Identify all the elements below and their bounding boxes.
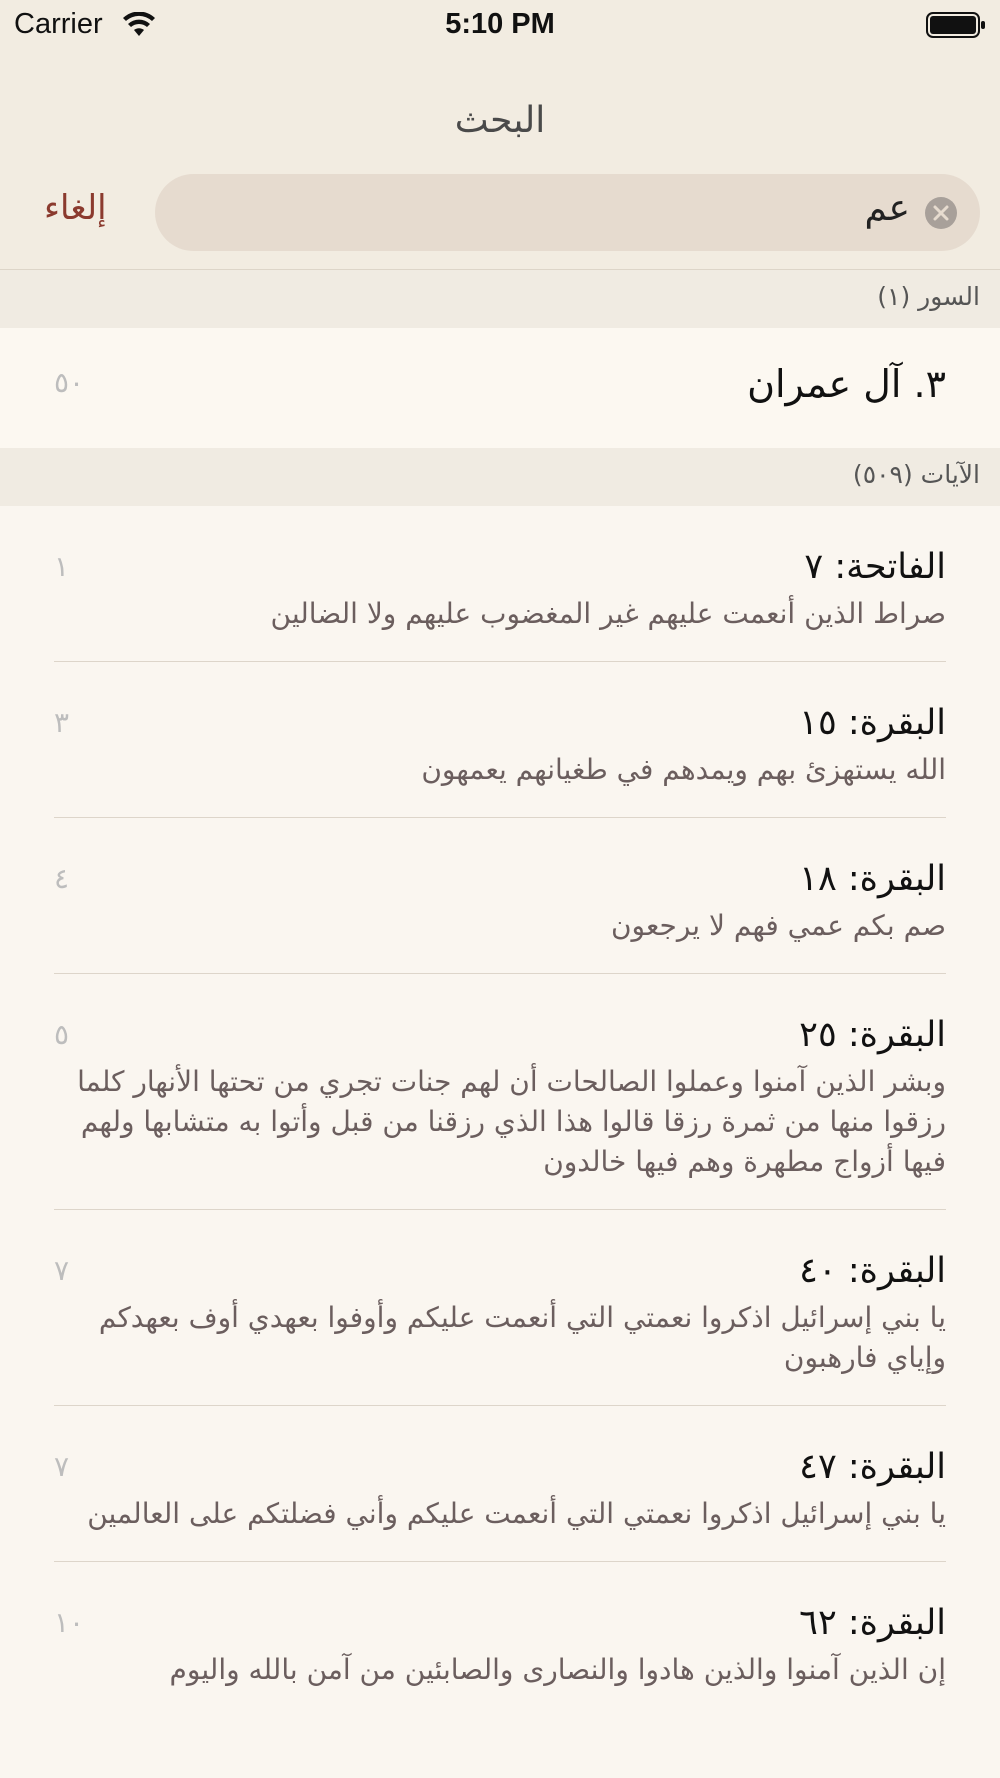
ayahs-section-header [0, 448, 1000, 506]
ayah-reference: البقرة: ٢٥ [799, 1015, 946, 1055]
page-title: البحث [454, 100, 546, 141]
ayah-page-number: ٧ [54, 1254, 70, 1287]
ayah-reference: البقرة: ٤٠ [799, 1251, 946, 1291]
ayah-text: إن الذين آمنوا والذين هادوا والنصارى والصابئين من آمن بالله واليوم [169, 1653, 946, 1686]
ayah-result-row[interactable] [0, 662, 1000, 818]
navigation-area [0, 0, 1000, 270]
ayah-text: صراط الذين أنعمت عليهم غير المغضوب عليهم ولا الضالين [270, 597, 946, 630]
ayah-reference: البقرة: ٦٢ [799, 1603, 946, 1643]
ayah-page-number: ٤ [54, 862, 70, 895]
search-bar [0, 174, 1000, 251]
ayah-page-number: ٣ [54, 706, 70, 739]
ayah-page-number: ٥ [54, 1018, 70, 1051]
carrier-label: Carrier [14, 8, 103, 40]
search-query-text: عم [864, 188, 910, 229]
ayah-reference: البقرة: ١٨ [799, 859, 946, 899]
ayah-text: وبشر الذين آمنوا وعملوا الصالحات أن لهم جنات تجري من تحتها الأنهار كلما رزقوا منها من ثمرة رزقا قالوا هذا الذي رزقنا من قبل وأتوا به متشابها ولهم فيها أزواج مطهرة وهم فيها خالدون [77, 1065, 946, 1178]
ayahs-section-title: الآيات (٥٠٩) [852, 460, 980, 489]
ayah-page-number: ٧ [54, 1450, 70, 1483]
surahs-section-title: السور (١) [877, 282, 980, 311]
ayah-result-row[interactable] [0, 506, 1000, 662]
ayah-reference: البقرة: ٤٧ [799, 1447, 946, 1487]
ayah-page-number: ١٠ [54, 1606, 85, 1639]
cancel-button[interactable]: إلغاء [44, 188, 107, 228]
ayah-page-number: ١ [54, 550, 70, 583]
ayah-results-list [0, 506, 1000, 1718]
surah-result-row[interactable] [0, 328, 1000, 448]
ayah-result-row[interactable] [0, 1562, 1000, 1718]
surah-name: ٣. آل عمران [747, 362, 946, 406]
clear-icon[interactable] [924, 196, 958, 230]
surahs-section-header [0, 270, 1000, 328]
status-bar [0, 0, 1000, 50]
ayah-text: يا بني إسرائيل اذكروا نعمتي التي أنعمت عليكم وأني فضلتكم على العالمين [87, 1497, 946, 1530]
ayah-reference: البقرة: ١٥ [799, 703, 946, 743]
ayah-result-row[interactable] [0, 818, 1000, 974]
ayah-reference: الفاتحة: ٧ [804, 547, 946, 587]
battery-icon [926, 11, 986, 39]
ayah-result-row[interactable] [0, 1406, 1000, 1562]
ayah-text: يا بني إسرائيل اذكروا نعمتي التي أنعمت عليكم وأوفوا بعهدي أوف بعهدكم وإياي فارهبون [98, 1301, 946, 1374]
search-input[interactable] [155, 174, 980, 251]
ayah-result-row[interactable] [0, 1210, 1000, 1406]
status-time: 5:10 PM [445, 8, 555, 40]
ayah-text: الله يستهزئ بهم ويمدهم في طغيانهم يعمهون [421, 753, 946, 786]
ayah-result-row[interactable] [0, 974, 1000, 1210]
ayah-text: صم بكم عمي فهم لا يرجعون [610, 909, 946, 942]
surah-page-number: ٥٠ [54, 366, 85, 399]
